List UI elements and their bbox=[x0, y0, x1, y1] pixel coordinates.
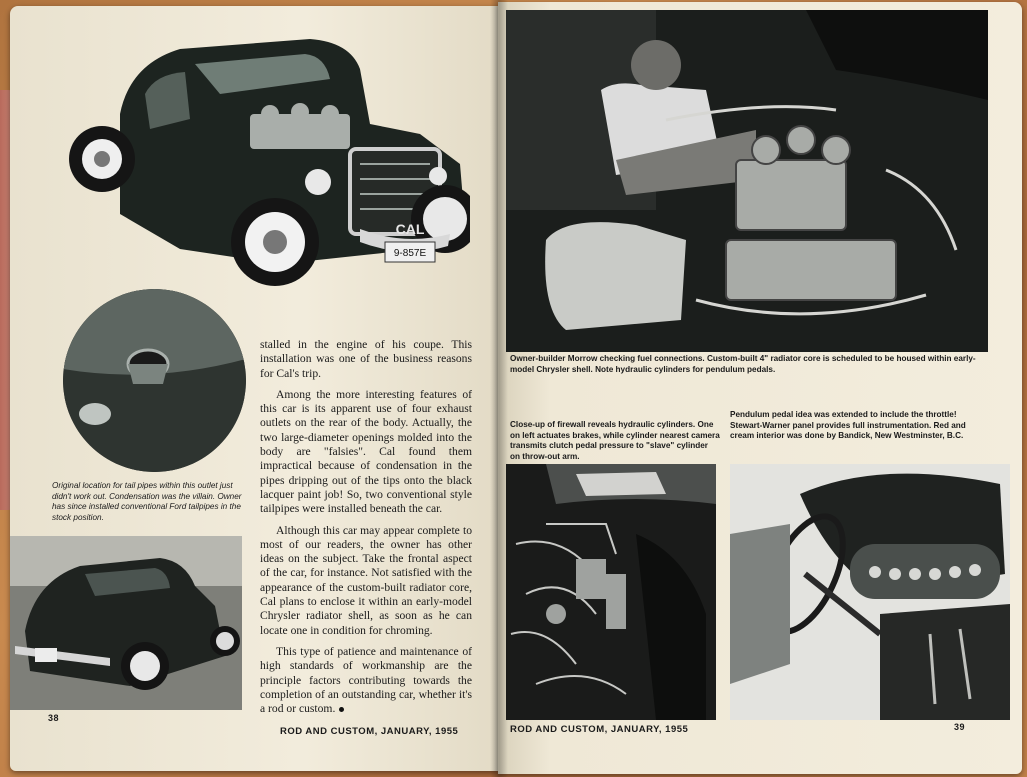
right-page-footer: ROD AND CUSTOM, JANUARY, 1955 bbox=[510, 724, 689, 735]
right-page bbox=[498, 2, 1022, 774]
license-plate-text: 9-857E bbox=[393, 248, 427, 259]
caption-tailpipe: Original location for tail pipes within this outlet just didn't work out. Condensation was the villain. Owner has since installed conventional Ford tailpipes in the stock position. bbox=[52, 481, 242, 522]
photo-firewall bbox=[506, 464, 716, 720]
paragraph-4 bbox=[260, 645, 472, 716]
paragraph-3: Although this car may appear complete to most of our readers, the owner has other ideas on the subject. Take the frontal aspect of the car, for instance. Not satisfied with the appearance of the custom-built radiator core, Cal plans to enclose it within an early-model Chrysler radiator shell, as soon as he can locate one in condition for chroming. bbox=[260, 523, 472, 637]
left-page bbox=[10, 6, 498, 771]
left-page-number: 38 bbox=[48, 713, 60, 723]
paragraph-1: stalled in the engine of his coupe. This installation was one of the business reasons for Cal's trip. bbox=[260, 338, 472, 380]
photo-coupe-front bbox=[60, 24, 470, 309]
book-gutter bbox=[490, 0, 508, 777]
caption-engine: Owner-builder Morrow checking fuel connections. Custom-built 4" radiator core is scheduled to be housed within early-model Chrysler shell. Note hydraulic cylinders for pendulum pedals. bbox=[510, 354, 976, 374]
end-mark-icon bbox=[339, 707, 344, 712]
photo-dashboard bbox=[730, 464, 1010, 720]
paragraph-2: Among the more interesting features of this car is its apparent use of four exhaust outlets on the rear of the body. Actually, the two large-diameter openings molded into the body are "falsies". Cal found them impractical because of condensation in the pipes dripping out of the tips onto the black lacquer paint job! So, two conventional style tailpipes were installed beneath the car. bbox=[260, 387, 472, 516]
paragraph-4-text: This type of patience and maintenance of high standards of workmanship are the principle factors contributing towards the completion of an outstanding car, whether it's a rod or custom. bbox=[260, 644, 472, 716]
article-body-text bbox=[260, 338, 472, 723]
right-page-number: 39 bbox=[954, 722, 966, 732]
photo-tailpipe-round bbox=[63, 289, 246, 472]
grille-badge-text: CAL bbox=[395, 221, 425, 237]
photo-coupe-rear bbox=[10, 536, 242, 710]
left-page-footer: ROD AND CUSTOM, JANUARY, 1955 bbox=[280, 726, 459, 737]
caption-firewall: Close-up of firewall reveals hydraulic cylinders. One on left actuates brakes, while cylinder nearest camera transmits clutch pedal pressure to "slave" cylinder on throw-out arm. bbox=[510, 420, 720, 461]
photo-engine-bay bbox=[506, 10, 988, 352]
caption-dash: Pendulum pedal idea was extended to include the throttle! Stewart-Warner panel provides full instrumentation. Red and cream interior was done by Bandick, New Westminster, B.C. bbox=[730, 410, 966, 441]
